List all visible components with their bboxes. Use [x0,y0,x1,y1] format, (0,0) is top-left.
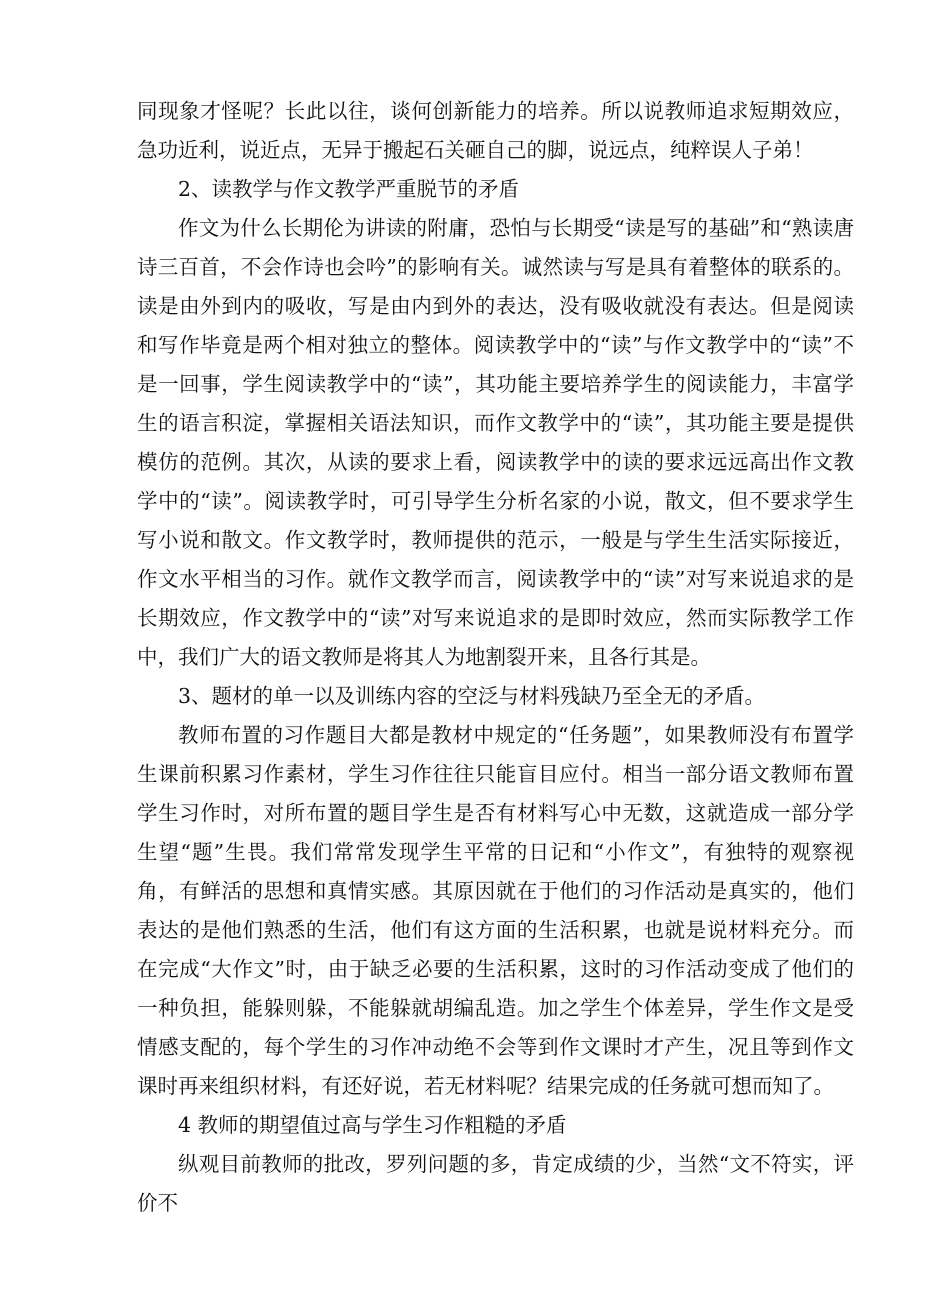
paragraph-continued: 同现象才怪呢？长此以往，谈何创新能力的培养。所以说教师追求短期效应，急功近利，说近点，无异于搬起石关砸自己的脚，说远点，纯粹误人子弟！ [137,99,854,162]
section-heading-3: 3、题材的单一以及训练内容的空泛与材料残缺乃至全无的矛盾。 [178,684,766,708]
document-body [137,92,854,1223]
paragraph-material: 教师布置的习作题目大都是教材中规定的“任务题”，如果教师没有布置学生课前积累习作素材，学生习作往往只能盲目应付。相当一部分语文教师布置学生习作时，对所布置的题目学生是否有材料写心中无数，这就造成一部分学生望“题”生畏。我们常常发现学生平常的日记和“小作文”，有独特的观察视角，有鲜活的思想和真情实感。其原因就在于他们的习作活动是真实的，他们表达的是他们熟悉的生活，他们有这方面的生活积累，也就是说材料充分。而在完成“大作文”时，由于缺乏必要的生活积累，这时的习作活动变成了他们的一种负担，能躲则躲，不能躲就胡编乱造。加之学生个体差异，学生作文是受情感支配的，每个学生的习作冲动绝不会等到作文课时才产生，况且等到作文课时再来组织材料，有还好说，若无材料呢？结果完成的任务就可想而知了。 [137,723,854,1098]
paragraph-evaluation: 纵观目前教师的批改，罗列问题的多，肯定成绩的少，当然“文不符实，评价不 [137,1152,854,1215]
section-heading-2: 2、读教学与作文教学严重脱节的矛盾 [178,177,520,201]
section-heading-4: 4 教师的期望值过高与学生习作粗糙的矛盾 [178,1113,567,1137]
paragraph-reading-writing: 作文为什么长期伦为讲读的附庸，恐怕与长期受“读是写的基础”和“熟读唐诗三百首，不会作诗也会吟”的影响有关。诚然读与写是具有着整体的联系的。读是由外到内的吸收，写是由内到外的表达，没有吸收就没有表达。但是阅读和写作毕竟是两个相对独立的整体。阅读教学中的“读”与作文教学中的“读”不是一回事，学生阅读教学中的“读”，其功能主要培养学生的阅读能力，丰富学生的语言积淀，掌握相关语法知识，而作文教学中的“读”，其功能主要是提供模仿的范例。其次，从读的要求上看，阅读教学中的读的要求远远高出作文教学中的“读”。阅读教学时，可引导学生分析名家的小说，散文，但不要求学生写小说和散文。作文教学时，教师提供的范示，一般是与学生生活实际接近，作文水平相当的习作。就作文教学而言，阅读教学中的“读”对写来说追求的是长期效应，作文教学中的“读”对写来说追求的是即时效应，然而实际教学工作中，我们广大的语文教师是将其人为地割裂开来，且各行其是。 [137,216,854,669]
